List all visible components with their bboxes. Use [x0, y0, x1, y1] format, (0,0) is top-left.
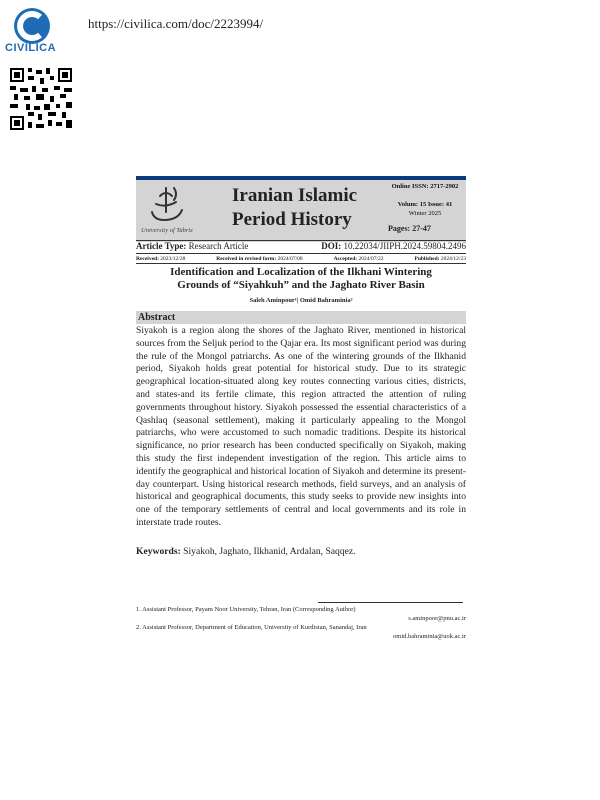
article-authors: Saleh Aminpour¹| Omid Bahraminia²	[249, 297, 353, 304]
journal-info	[384, 182, 466, 218]
footnote-2-email[interactable]: omid.bahraminia@uok.ac.ir	[393, 632, 466, 640]
footnote-1-text: 1. Assistant Professor, Payam Noor University, Tehran, Iran (Corresponding Author)	[136, 606, 356, 613]
keywords-label: Keywords:	[136, 546, 181, 557]
footnote-1-email[interactable]: s.aminpoor@pnu.ac.ir	[408, 614, 466, 622]
article-title	[136, 266, 466, 292]
footnote-1	[136, 606, 466, 623]
article-title-line1: Identification and Localization of the Ilkhani Wintering	[170, 266, 432, 278]
abstract-text: Siyakoh is a region along the shores of the Jaghato River, mentioned in historical sources from the Seljuk period to the Qajar era. Its most significant period was during the rule of the Mongol patriarchs. As one of the wintering grounds of the Ilkhanid period, Siyakoh holds great potential for historical study. Due to its strategic geographical location-situated along key routes connecting various cities, districts, and states-and its fertile climate, this region attracted the attention of ruling governments throughout history. Siyakoh possessed the essential characteristics of a Qashlaq (seasonal settlement), making it particularly appealing to the Mongol patriarchs, who were accustomed to such nomadic traditions. Despite its historical significance, no prior research has been conducted specifically on Siyakoh, making this study the first independent investigation of the region. This article aims to identify the geographical and historical location of Siyakoh and determine its present-day counterpart. Using historical research methods, field surveys, and an analysis of historical and geographical documents, this study seeks to provide new insights into one of the temporary settlements of central and local governments and its role in interstate trade routes.	[136, 325, 466, 528]
revised-date: 2024/07/08	[277, 256, 303, 262]
accepted-label: Accepted:	[333, 256, 358, 262]
document-url[interactable]: https://civilica.com/doc/2223994/	[88, 16, 264, 31]
article-meta	[136, 241, 466, 251]
qr-code-icon	[10, 68, 72, 130]
doi-label: DOI:	[321, 241, 342, 251]
article-dates	[136, 256, 466, 262]
journal-title-line1: Iranian Islamic	[232, 185, 358, 206]
journal-season: Winter 2025	[408, 210, 442, 217]
journal-volume: Volum: 15 Issue: 41	[397, 201, 453, 208]
revised-label: Received in revised form:	[216, 256, 277, 262]
journal-title	[232, 184, 357, 232]
university-name: University of Tabriz	[141, 227, 193, 234]
abstract-heading: Abstract	[136, 311, 466, 324]
doi-value[interactable]: 10.22034/JIIPH.2024.59804.2496	[343, 241, 466, 251]
footnote-divider	[318, 602, 463, 603]
divider	[136, 253, 466, 254]
accepted-date: 2024/07/22	[358, 256, 384, 262]
footnote-2-text: 2. Assistant Professor, Department of Education, University of Kurdistan, Sanandaj, Iran	[136, 624, 367, 631]
article-type-label: Article Type:	[136, 241, 187, 251]
keywords	[136, 545, 466, 558]
article-title-line2: Grounds of “Siyahkuh” and the Jaghato River Basin	[177, 279, 425, 291]
journal-issn: Online ISSN: 2717-2902	[391, 183, 459, 190]
keywords-list: Siyakoh, Jaghato, Ilkhanid, Ardalan, Saqqez.	[183, 546, 356, 557]
article-type: Research Article	[188, 241, 249, 251]
published-date: 2024/12/23	[440, 256, 466, 262]
footnote-2	[136, 624, 466, 641]
received-date: 2023/12/28	[160, 256, 186, 262]
published-label: Published:	[414, 256, 440, 262]
civilica-logo-text: CIVILICA	[5, 42, 57, 54]
received-label: Received:	[136, 256, 159, 262]
university-emblem-icon	[144, 182, 190, 226]
journal-pages: Pages: 27-47	[388, 224, 431, 233]
divider	[136, 263, 466, 264]
journal-title-line2: Period History	[232, 209, 352, 230]
